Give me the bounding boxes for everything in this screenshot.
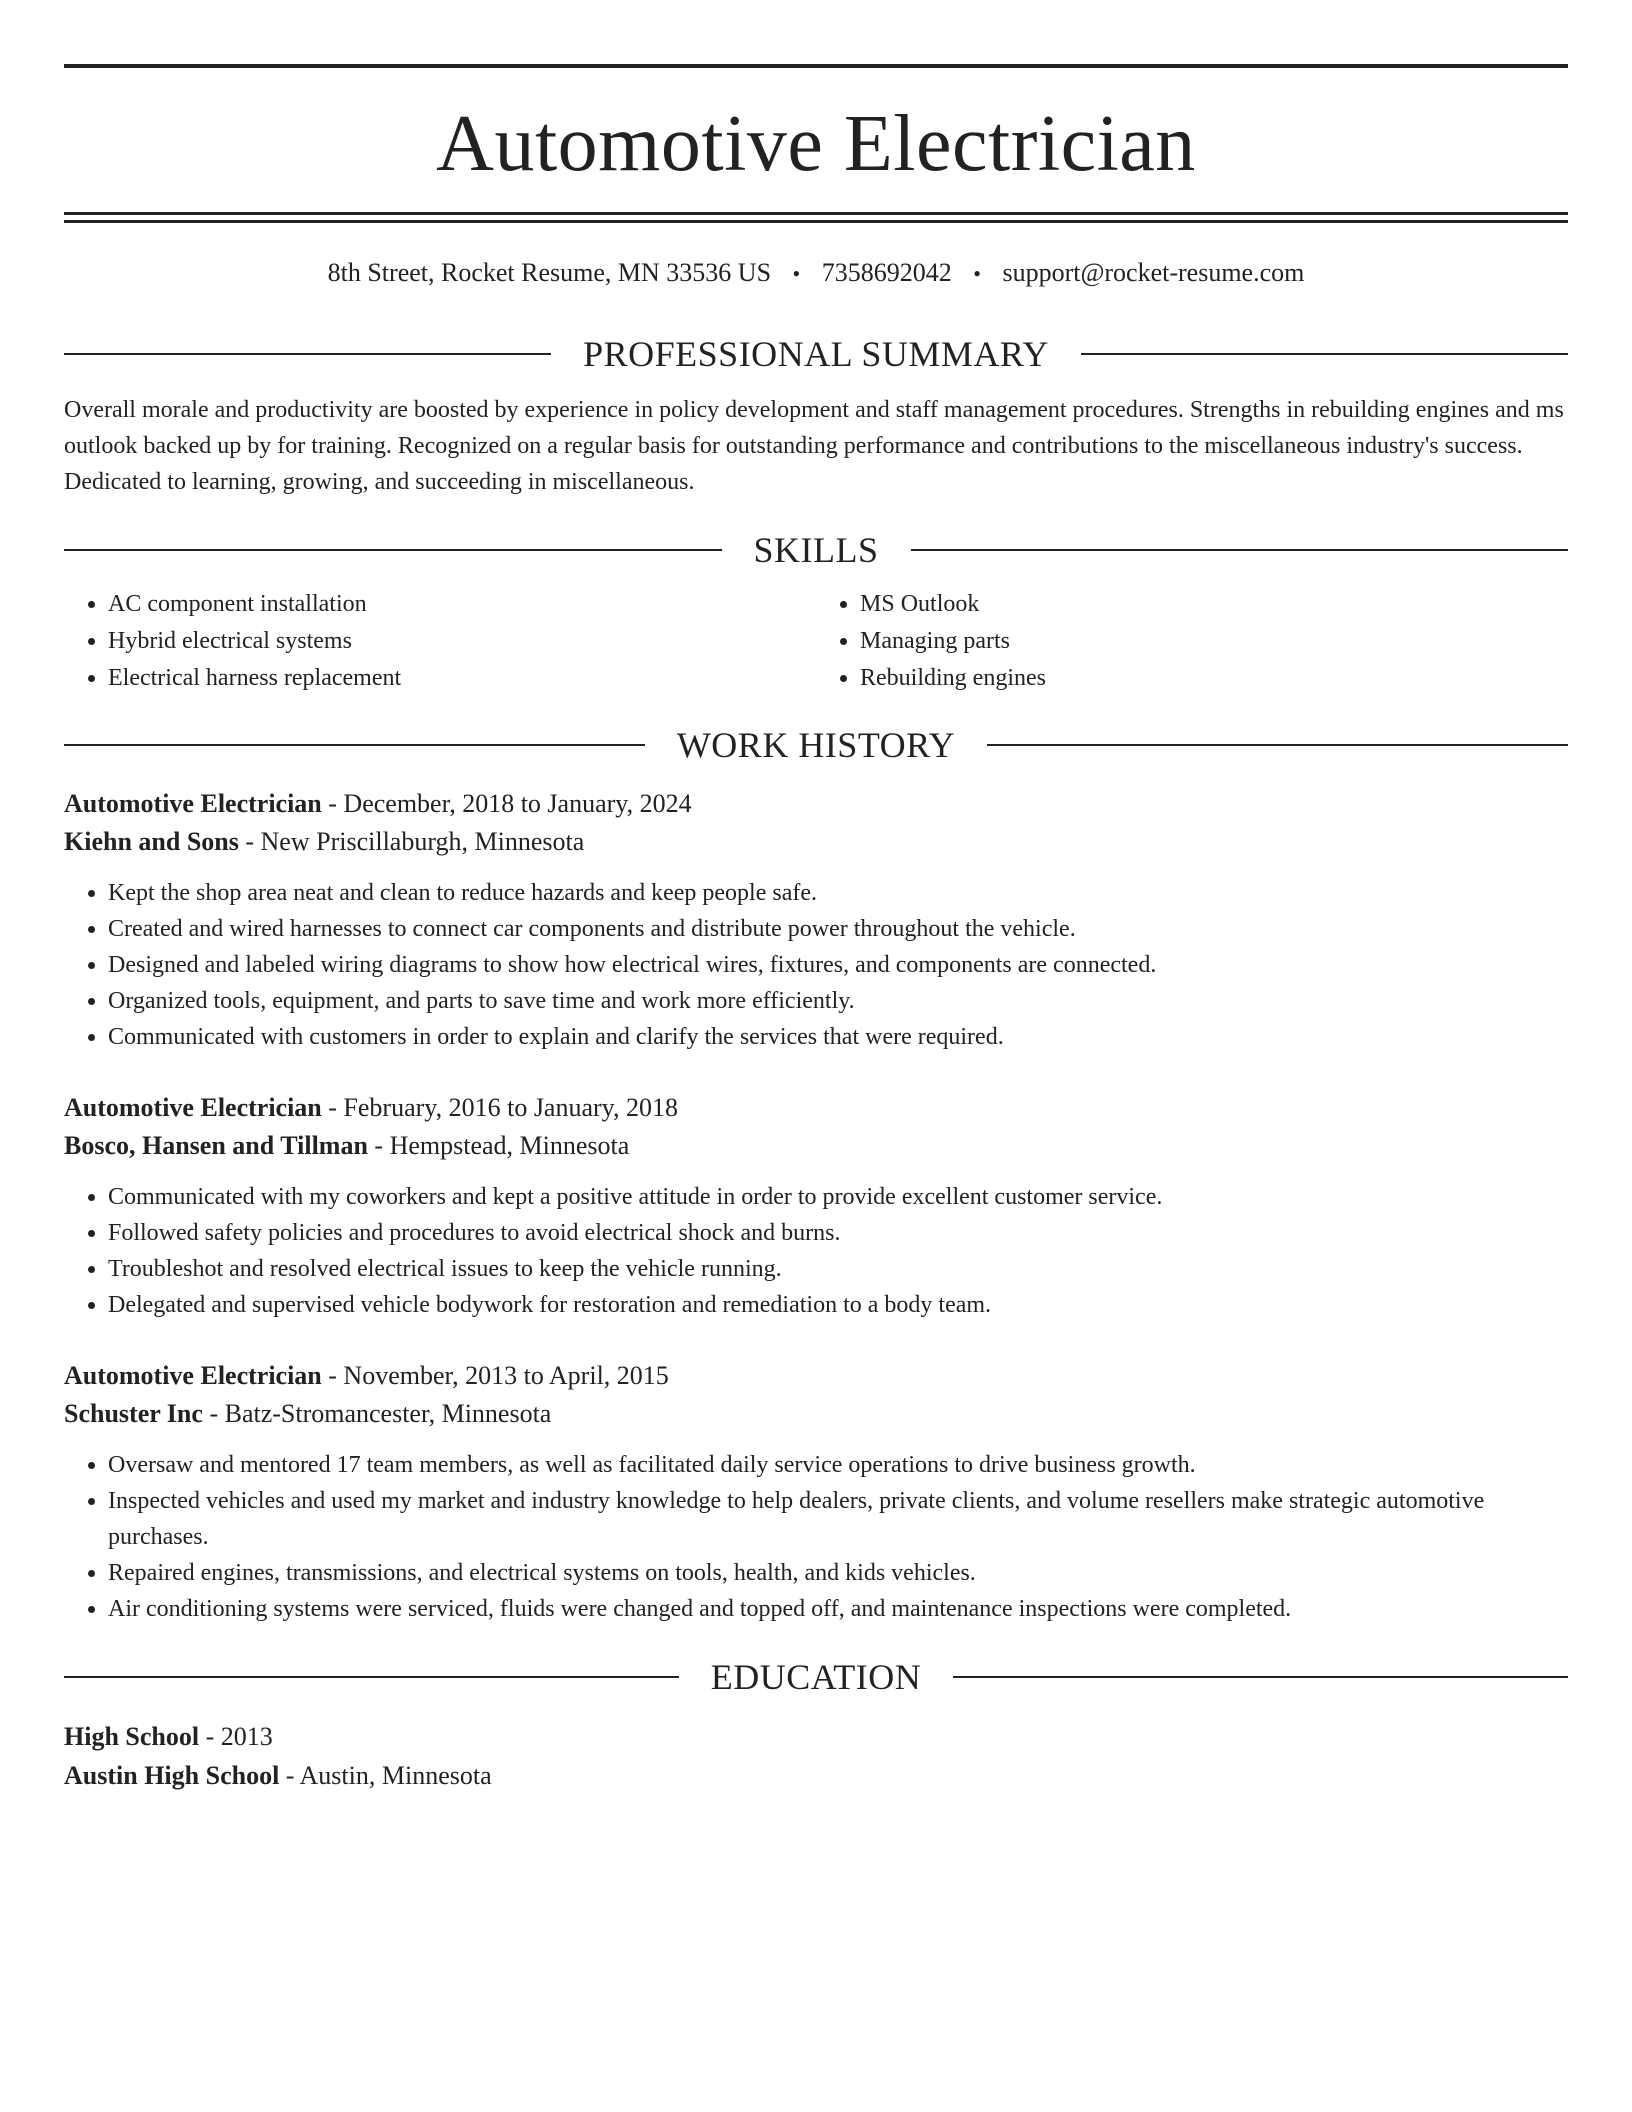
skills-column-left: [64, 586, 816, 697]
job-role: Automotive Electrician: [64, 1361, 322, 1390]
contact-address: 8th Street, Rocket Resume, MN 33536 US: [327, 258, 772, 287]
heading-rule-right: [1081, 353, 1568, 355]
job-location: - Hempstead, Minnesota: [367, 1131, 630, 1160]
job-title-line: [64, 785, 1568, 823]
skills-list: [64, 586, 1568, 697]
work-section-heading: [64, 725, 1568, 765]
heading-rule-left: [64, 1676, 679, 1678]
job-title-line: [64, 1089, 1568, 1127]
duty-item: • Communicated with my coworkers and kept a positive attitude in order to provide excellent customer service.: [108, 1179, 1568, 1215]
duty-item: • Troubleshot and resolved electrical issues to keep the vehicle running.: [108, 1251, 1568, 1287]
heading-rule-left: [64, 353, 551, 355]
education-degree-line: [64, 1717, 1568, 1756]
duty-item: • Oversaw and mentored 17 team members, as well as facilitated daily service operations to drive business growth.: [108, 1447, 1568, 1483]
duty-item: • Created and wired harnesses to connect car components and distribute power throughout the vehicle.: [108, 911, 1568, 947]
job-entry: [64, 785, 1568, 1055]
education-degree: High School: [64, 1722, 200, 1751]
double-rule: [64, 212, 1568, 223]
skill-item: • Rebuilding engines: [860, 660, 1568, 697]
skills-section-heading: [64, 530, 1568, 570]
heading-rule-right: [987, 744, 1568, 746]
heading-rule-right: [953, 1676, 1568, 1678]
skill-item: • MS Outlook: [860, 586, 1568, 623]
job-company: Bosco, Hansen and Tillman: [64, 1131, 368, 1160]
job-duties: [64, 875, 1568, 1055]
summary-text: Overall morale and productivity are boosted by experience in policy development and staff management procedures. Strengths in rebuilding engines and ms outlook backed up by for training. Recognized on a regular basis for outstanding performance and contributions to the miscellaneous industry's success. Dedicated to learning, growing, and succeeding in miscellaneous.: [64, 397, 1564, 495]
job-title-line: [64, 1357, 1568, 1395]
job-dates: - December, 2018 to January, 2024: [321, 789, 692, 818]
education-section-heading: [64, 1657, 1568, 1697]
duty-item: • Communicated with customers in order to explain and clarify the services that were required.: [108, 1019, 1568, 1055]
duty-item: • Delegated and supervised vehicle bodywork for restoration and remediation to a body team.: [108, 1287, 1568, 1323]
heading-rule-right: [911, 549, 1569, 551]
job-duties: [64, 1179, 1568, 1323]
summary-section-heading: [64, 334, 1568, 374]
job-company-line: [64, 1395, 1568, 1433]
job-location: - New Priscillaburgh, Minnesota: [238, 827, 585, 856]
skill-item: • Hybrid electrical systems: [108, 623, 816, 660]
job-company-line: [64, 1127, 1568, 1165]
skill-item: • Electrical harness replacement: [108, 660, 816, 697]
summary-title: PROFESSIONAL SUMMARY: [583, 334, 1049, 374]
top-rule: [64, 64, 1568, 68]
contact-line: [64, 257, 1568, 290]
duty-item: • Inspected vehicles and used my market and industry knowledge to help dealers, private clients, and volume resellers make strategic automotive purchases.: [108, 1483, 1568, 1555]
heading-rule-left: [64, 549, 722, 551]
education-school-line: [64, 1756, 1568, 1795]
skill-item: • Managing parts: [860, 623, 1568, 660]
job-company: Kiehn and Sons: [64, 827, 239, 856]
job-duties: [64, 1447, 1568, 1627]
education-title: EDUCATION: [710, 1657, 922, 1697]
contact-separator: •: [973, 261, 981, 286]
heading-rule-left: [64, 744, 645, 746]
education-school: Austin High School: [64, 1761, 280, 1790]
job-location: - Batz-Stromancester, Minnesota: [202, 1399, 552, 1428]
duty-item: • Air conditioning systems were serviced, fluids were changed and topped off, and maintenance inspections were completed.: [108, 1591, 1568, 1627]
duty-item: • Kept the shop area neat and clean to reduce hazards and keep people safe.: [108, 875, 1568, 911]
duty-item: • Designed and labeled wiring diagrams to show how electrical wires, fixtures, and components are connected.: [108, 947, 1568, 983]
duty-item: • Organized tools, equipment, and parts to save time and work more efficiently.: [108, 983, 1568, 1019]
skills-title: SKILLS: [753, 530, 879, 570]
education-year: - 2013: [199, 1722, 273, 1751]
job-company: Schuster Inc: [64, 1399, 203, 1428]
job-entry: [64, 1089, 1568, 1323]
job-role: Automotive Electrician: [64, 789, 322, 818]
skill-item: • AC component installation: [108, 586, 816, 623]
job-role: Automotive Electrician: [64, 1093, 322, 1122]
skills-column-right: [816, 586, 1568, 697]
job-entry: [64, 1357, 1568, 1627]
education-location: - Austin, Minnesota: [279, 1761, 492, 1790]
resume-name: Automotive Electrician: [436, 100, 1196, 188]
duty-item: • Repaired engines, transmissions, and electrical systems on tools, health, and kids vehicles.: [108, 1555, 1568, 1591]
contact-phone: 7358692042: [821, 258, 952, 287]
contact-email: support@rocket-resume.com: [1002, 258, 1305, 287]
contact-separator: •: [792, 261, 801, 286]
job-company-line: [64, 823, 1568, 861]
job-dates: - November, 2013 to April, 2015: [321, 1361, 669, 1390]
work-title: WORK HISTORY: [676, 725, 956, 765]
duty-item: • Followed safety policies and procedures to avoid electrical shock and burns.: [108, 1215, 1568, 1251]
job-dates: - February, 2016 to January, 2018: [321, 1093, 678, 1122]
